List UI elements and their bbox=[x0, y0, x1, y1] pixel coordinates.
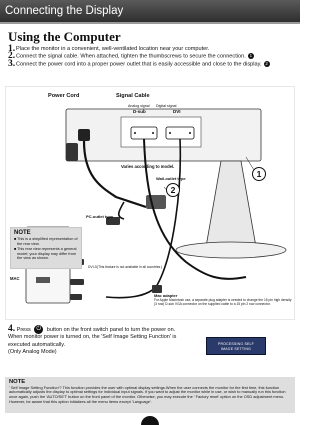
mac-adapter-text: For Apple Macintosh use, a separate plug adapter is needed to change the 15 pin high density (3 row) D-sub VGA connector on the supplied cable to a 15 pin 2 row connector. bbox=[154, 298, 292, 306]
connection-diagram bbox=[5, 86, 295, 320]
bullet-icon: ■ bbox=[14, 237, 17, 241]
step-number: 2. bbox=[8, 51, 16, 62]
mac-adapter-title: Mac adapter bbox=[154, 293, 178, 298]
page-header bbox=[0, 0, 300, 22]
instruction-steps bbox=[8, 46, 292, 68]
power-plug bbox=[66, 143, 78, 161]
step-note: (Only Analog Mode) bbox=[8, 348, 57, 355]
note-item-text: This is a simplified representation of the rear view. bbox=[17, 237, 78, 246]
osd-line-1: PROCESSING SELF bbox=[217, 341, 255, 346]
step-text: Connect the signal cable. When attached, tighten the thumbscrews to secure the connection. bbox=[16, 53, 246, 60]
callout-marker: 1 bbox=[249, 53, 253, 59]
note-box bbox=[10, 227, 82, 269]
header-divider bbox=[0, 22, 300, 24]
pc-outlet-label: PC-outlet type bbox=[86, 214, 114, 219]
bullet-icon: ■ bbox=[14, 247, 17, 251]
digital-signal-label: Digital signal bbox=[156, 104, 177, 108]
step-number: 3. bbox=[8, 58, 16, 69]
wall-plug bbox=[146, 195, 166, 209]
bottom-note-text: ' Self Image Setting Function'? This function provides the user with optimal display settings.When the user connects the monitor for the first time, this function automatically adjusts the display to optimal settings for individual input signals. If you want to adjust the monitor while in use, or wish to manually run this function once again, push the 'AUTO/SET' button on the front panel of the monitor. Otherwise, you may execute the ' Factory reset' option on the OSD adjustment menu. However, be aware that this option initializes all the menu items except 'Language'. bbox=[9, 384, 286, 404]
osd-message bbox=[206, 337, 266, 355]
power-port bbox=[78, 129, 90, 141]
power-icon: ⏻ bbox=[34, 325, 43, 334]
analog-signal-label: Analog signal bbox=[128, 104, 150, 108]
dsub-label: D-sub bbox=[133, 109, 146, 114]
dvi-label: DVI bbox=[173, 109, 181, 114]
note-title: NOTE bbox=[14, 230, 31, 236]
monitor-base bbox=[176, 242, 286, 258]
step-text: Place the monitor in a convenient, well-ventilated location near your computer. bbox=[16, 46, 210, 52]
step-4 bbox=[8, 325, 178, 356]
mac-label: MAC bbox=[10, 276, 20, 281]
bottom-note bbox=[5, 377, 295, 413]
step-number: 1. bbox=[8, 44, 16, 54]
step-1 bbox=[8, 46, 292, 53]
step-number: 4. bbox=[8, 323, 16, 334]
section-title: Using the Computer bbox=[8, 29, 121, 44]
step-3 bbox=[8, 58, 292, 69]
dvi-note: DVI-D(This feature is not available in all countries.) bbox=[88, 265, 163, 269]
monitor-stand bbox=[206, 161, 256, 247]
step-text-wrap bbox=[16, 53, 292, 60]
note-item bbox=[14, 237, 78, 246]
bottom-note-title: NOTE bbox=[9, 379, 26, 385]
step-text: Connect the power cord into a proper power outlet that is easily accessible and close to the display. bbox=[16, 61, 262, 68]
step-text-before: Press bbox=[16, 326, 31, 333]
signal-cable-label: Signal Cable bbox=[116, 93, 150, 99]
page-header-title: Connecting the Display bbox=[5, 5, 124, 17]
connection-illustration bbox=[6, 87, 296, 321]
power-cord-label: Power Cord bbox=[48, 93, 80, 99]
note-item bbox=[14, 247, 78, 261]
mac-adapter-plug bbox=[152, 285, 162, 293]
step-2 bbox=[8, 53, 292, 60]
page-tab bbox=[141, 416, 159, 425]
note-item-text: This rear view represents a general model; your display may differ from the view as shown. bbox=[17, 247, 77, 260]
step-text-wrap bbox=[16, 61, 292, 68]
varies-label: Varies according to model. bbox=[121, 164, 175, 169]
wall-outlet-label: Wall-outlet type bbox=[156, 176, 186, 181]
callout-2: 2 bbox=[166, 183, 180, 197]
callout-1: 1 bbox=[252, 167, 266, 181]
step-text-after: button on the front switch panel to turn the power on. When monitor power is turned on, the 'Self Image Setting Function' is executed automatically. bbox=[8, 326, 177, 348]
osd-line-2: IMAGE SETTING bbox=[220, 346, 252, 351]
callout-marker: 2 bbox=[265, 60, 268, 66]
